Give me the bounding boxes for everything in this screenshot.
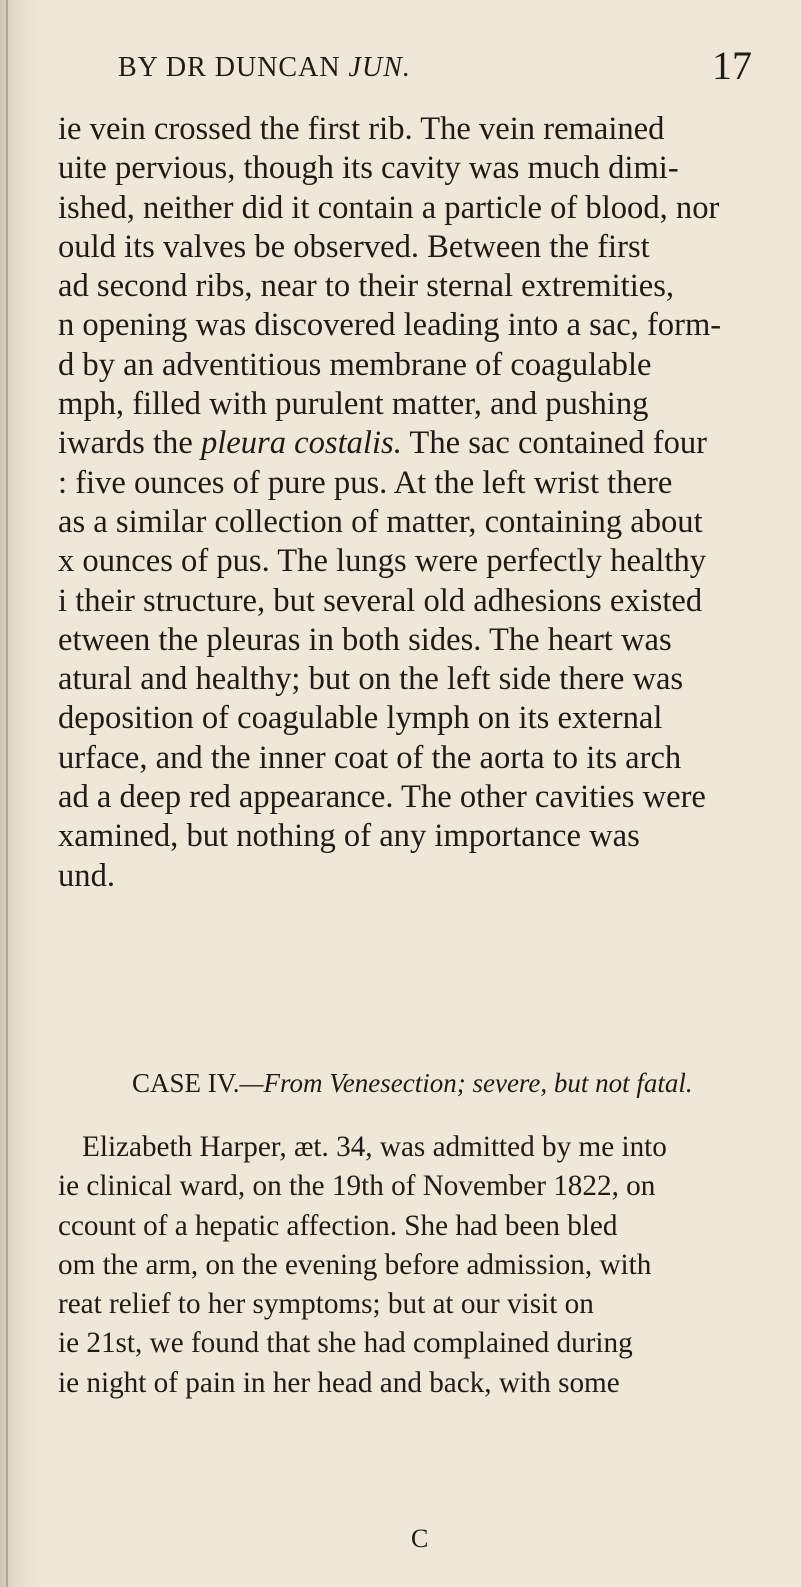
text-line: mph, filled with purulent matter, and pushing: [58, 386, 649, 423]
text-line: as a similar collection of matter, containing about: [58, 503, 703, 540]
text-line-start: iwards the: [58, 425, 201, 462]
text-line: Elizabeth Harper, æt. 34, was admitted by me into: [82, 1131, 667, 1163]
text-line: ished, neither did it contain a particle of blood, nor: [58, 189, 720, 226]
signature-mark: C: [411, 1524, 429, 1553]
case-label: CASE IV.: [132, 1068, 240, 1098]
text-line: i their structure, but several old adhesions existed: [58, 582, 703, 619]
text-line: ccount of a hepatic affection. She had been bled: [58, 1209, 618, 1242]
running-head-suffix: JUN.: [348, 52, 411, 83]
text-line: ie vein crossed the first rib. The vein remained: [58, 111, 665, 147]
text-line: ad second ribs, near to their sternal extremities,: [58, 268, 675, 305]
text-line: und.: [58, 857, 116, 894]
page-number: 17: [712, 43, 752, 88]
text-line: : five ounces of pure pus. At the left wrist there: [58, 464, 673, 501]
text-line: ould its valves be observed. Between the first: [58, 228, 650, 265]
page-header: [0, 24, 801, 88]
paragraph-2: [58, 1128, 766, 1403]
page-gutter-edge: [6, 0, 8, 1587]
text-line: [58, 424, 766, 463]
text-line: urface, and the inner coat of the aorta to its arch: [58, 739, 682, 776]
case-subtitle: —From Venesection; severe, but not fatal.: [239, 1068, 693, 1098]
text-line: uite pervious, though its cavity was much dimi-: [58, 150, 679, 187]
running-head-text: BY DR DUNCAN: [118, 52, 349, 83]
text-line: xamined, but nothing of any importance was: [58, 818, 640, 855]
text-line: ie night of pain in her head and back, with some: [58, 1366, 620, 1399]
text-line: x ounces of pus. The lungs were perfectly healthy: [58, 543, 707, 580]
text-line: d by an adventitious membrane of coagulable: [58, 346, 652, 383]
text-line: reat relief to her symptoms; but at our visit on: [58, 1288, 594, 1321]
text-line: ie 21st, we found that she had complained during: [58, 1327, 633, 1360]
text-line-end: The sac contained four: [401, 425, 708, 462]
text-line: ie clinical ward, on the 19th of November 1822, on: [58, 1170, 656, 1203]
text-line: etween the pleuras in both sides. The heart was: [58, 621, 672, 658]
text-line: atural and healthy; but on the left side there was: [58, 661, 684, 698]
running-head: [118, 52, 411, 84]
text-line: n opening was discovered leading into a sac, form-: [58, 307, 722, 344]
paragraph-1: [58, 110, 766, 896]
text-line: deposition of coagulable lymph on its external: [58, 700, 663, 737]
text-line: ad a deep red appearance. The other cavities were: [58, 779, 706, 816]
italic-term: pleura costalis.: [200, 425, 402, 462]
text-line: om the arm, on the evening before admission, with: [58, 1248, 652, 1281]
case-heading: [132, 1068, 693, 1099]
